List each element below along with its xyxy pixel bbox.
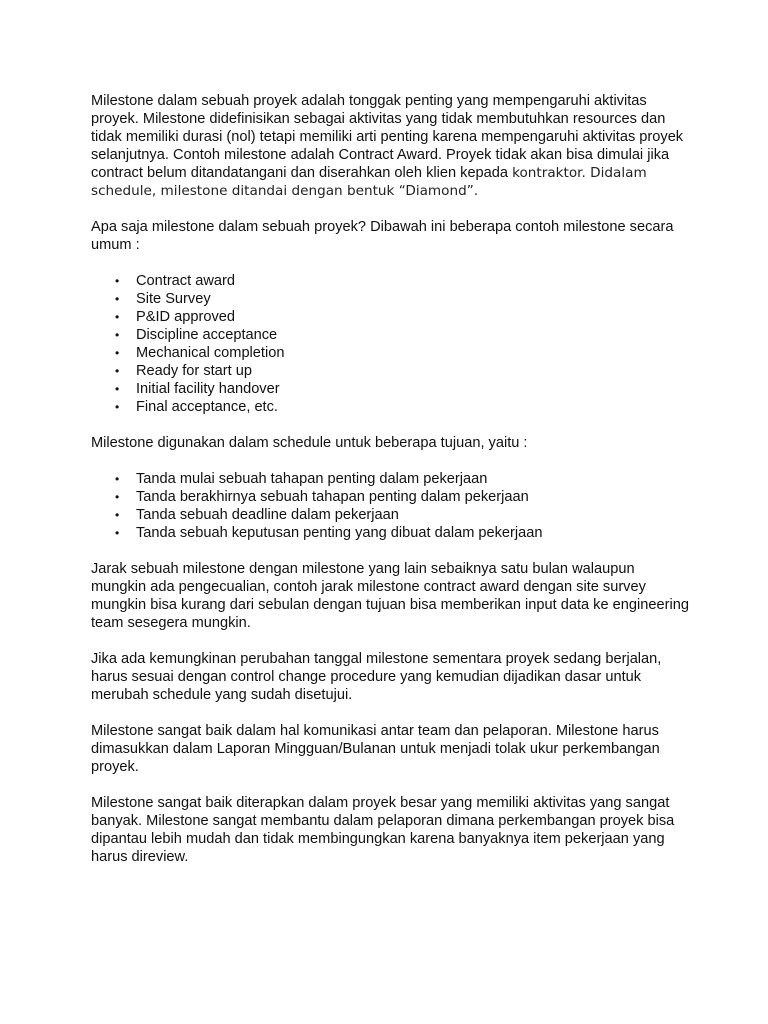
paragraph-change: Jika ada kemungkinan perubahan tanggal milestone sementara proyek sedang berjalan, harus sesuai dengan control change procedure yang kemudian dijadikan dasar untuk merubah schedule yang sudah disetujui.	[91, 651, 662, 703]
list-item: • Tanda sebuah deadline dalam pekerjaan	[115, 507, 399, 523]
bullet-icon: •	[115, 328, 120, 342]
bullet-icon: •	[115, 364, 120, 378]
list-item: • Tanda berakhirnya sebuah tahapan penting dalam pekerjaan	[115, 489, 529, 505]
bullet-icon: •	[115, 472, 120, 486]
list-item: • Initial facility handover	[115, 381, 280, 397]
bullet-icon: •	[115, 400, 120, 414]
paragraph-communication: Milestone sangat baik dalam hal komunikasi antar team dan pelaporan. Milestone harus dimasukkan dalam Laporan Mingguan/Bulanan untuk menjadi tolak ukur perkembangan proyek.	[91, 723, 660, 775]
paragraph-purpose: Milestone digunakan dalam schedule untuk beberapa tujuan, yaitu :	[91, 435, 528, 451]
bullet-icon: •	[115, 382, 120, 396]
paragraph-intro-tail: kontraktor. Didalam schedule, milestone ditandai dengan bentuk “Diamond”.	[91, 165, 647, 199]
paragraph-intro	[91, 92, 691, 200]
paragraph-question: Apa saja milestone dalam sebuah proyek? Dibawah ini beberapa contoh milestone secara umum :	[91, 219, 674, 253]
milestone-examples-list	[91, 272, 691, 416]
bullet-icon: •	[115, 490, 120, 504]
bullet-icon: •	[115, 508, 120, 522]
list-item: • P&ID approved	[115, 309, 235, 325]
list-item: • Mechanical completion	[115, 345, 285, 361]
milestone-purpose-list	[91, 470, 691, 542]
list-item: • Site Survey	[115, 291, 211, 307]
paragraph-spacing: Jarak sebuah milestone dengan milestone yang lain sebaiknya satu bulan walaupun mungkin ada pengecualian, contoh jarak milestone contract award dengan site survey mungkin bisa kurang dari sebulan dengan tujuan bisa memberikan input data ke engineering team sesegera mungkin.	[91, 561, 689, 631]
list-item: • Tanda mulai sebuah tahapan penting dalam pekerjaan	[115, 471, 488, 487]
bullet-icon: •	[115, 292, 120, 306]
bullet-icon: •	[115, 526, 120, 540]
list-item: • Final acceptance, etc.	[115, 399, 278, 415]
paragraph-intro-text: Milestone dalam sebuah proyek adalah tonggak penting yang mempengaruhi aktivitas proyek. Milestone didefinisikan sebagai aktivitas yang tidak membutuhkan resources dan tidak memiliki durasi (nol) tetapi memiliki arti penting karena mempengaruhi aktivitas proyek selanjutnya. Contoh milestone adalah Contract Award. Proyek tidak akan bisa dimulai jika contract belum ditandatangani dan diserahkan oleh klien kepada	[91, 93, 684, 181]
list-item: • Contract award	[115, 273, 235, 289]
paragraph-large-projects: Milestone sangat baik diterapkan dalam proyek besar yang memiliki aktivitas yang sangat banyak. Milestone sangat membantu dalam pelaporan dimana perkembangan proyek bisa dipantau lebih mudah dan tidak membingungkan karena banyaknya item pekerjaan yang harus direview.	[91, 795, 675, 865]
bullet-icon: •	[115, 310, 120, 324]
bullet-icon: •	[115, 274, 120, 288]
list-item: • Discipline acceptance	[115, 327, 278, 343]
document-page	[91, 92, 691, 884]
list-item: • Tanda sebuah keputusan penting yang dibuat dalam pekerjaan	[115, 525, 543, 541]
bullet-icon: •	[115, 346, 120, 360]
list-item: • Ready for start up	[115, 363, 252, 379]
